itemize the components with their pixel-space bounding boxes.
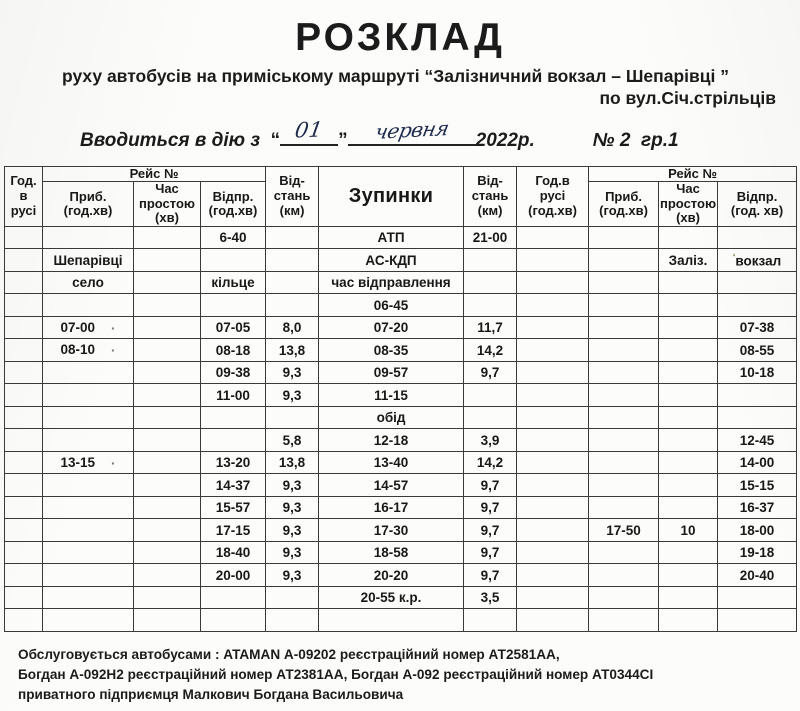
table-row — [5, 496, 797, 519]
table-cell-c2: 08-10 · — [43, 339, 134, 362]
table-cell-c2: село — [43, 271, 134, 294]
table-cell-c3 — [134, 406, 201, 429]
table-cell-c2: 13-15 · — [43, 451, 134, 474]
table-cell-c5: 9,3 — [266, 519, 319, 542]
table-cell-c4: 08-18 — [201, 339, 266, 362]
table-cell-c3 — [134, 451, 201, 474]
table-cell-c5: 9,3 — [266, 384, 319, 407]
table-cell-c7: 3,5 — [464, 586, 517, 609]
table-cell-c9 — [589, 271, 659, 294]
table-cell-c9 — [589, 361, 659, 384]
table-cell-c6: час відправлення — [319, 271, 464, 294]
table-cell-c1 — [5, 294, 43, 317]
table-cell-c9 — [589, 406, 659, 429]
table-cell-c7: 9,7 — [464, 519, 517, 542]
table-cell-c4: 09-38 — [201, 361, 266, 384]
table-cell-c9 — [589, 564, 659, 587]
enactment-day-field — [280, 117, 338, 146]
table-row — [5, 361, 797, 384]
table-cell-c7 — [464, 384, 517, 407]
table-cell-c9 — [589, 316, 659, 339]
scan-dot-mark: · — [111, 455, 116, 471]
table-cell-c8 — [517, 361, 589, 384]
table-cell-c5 — [266, 294, 319, 317]
table-cell-c5: 9,3 — [266, 361, 319, 384]
scan-dot-mark: · — [111, 343, 116, 359]
table-cell-c7: 14,2 — [464, 339, 517, 362]
table-cell-c2 — [43, 294, 134, 317]
table-cell-c10 — [659, 541, 718, 564]
table-cell-c10 — [659, 429, 718, 452]
table-cell-c2 — [43, 541, 134, 564]
table-cell-c7: 9,7 — [464, 496, 517, 519]
table-cell-c2 — [43, 474, 134, 497]
table-cell-c6: АС-КДП — [319, 249, 464, 272]
table-cell-c4 — [201, 609, 266, 632]
th-departure-right: Відпр. (год. хв) — [718, 182, 797, 227]
table-cell-c1 — [5, 316, 43, 339]
table-cell-c11: 08-55 — [718, 339, 797, 362]
table-row — [5, 406, 797, 429]
table-cell-c3 — [134, 564, 201, 587]
table-cell-c10 — [659, 564, 718, 587]
table-cell-c1 — [5, 406, 43, 429]
table-cell-c5: 13,8 — [266, 339, 319, 362]
table-cell-c6: 13-40 — [319, 451, 464, 474]
footer-line-1: Обслуговується автобусами : ATAMAN А-09202 реєстраційний номер АТ2581АА, — [18, 646, 560, 662]
table-cell-c4: кільце — [201, 271, 266, 294]
table-cell-c8 — [517, 249, 589, 272]
table-cell-c6: обід — [319, 406, 464, 429]
th-distance-right: Від- стань (км) — [464, 166, 517, 226]
table-cell-c11: ‘вокзал — [718, 249, 797, 272]
enactment-line — [0, 115, 800, 152]
subtitle-line-1: руху автобусів на приміському маршруті “Залізничний вокзал – Шепарівці ” — [62, 65, 729, 86]
table-cell-c9 — [589, 496, 659, 519]
table-cell-c11: 18-00 — [718, 519, 797, 542]
table-cell-c8 — [517, 451, 589, 474]
table-cell-c5: 9,3 — [266, 564, 319, 587]
table-cell-c1 — [5, 586, 43, 609]
table-cell-c1 — [5, 496, 43, 519]
table-cell-c3 — [134, 294, 201, 317]
th-route-no-left: Рейс № — [43, 166, 266, 182]
table-cell-c5 — [266, 226, 319, 249]
footer-note — [0, 645, 800, 705]
subtitle-line-2: по вул.Січ.стрільців — [599, 88, 776, 109]
table-cell-c7: 9,7 — [464, 474, 517, 497]
table-cell-c11: 19-18 — [718, 541, 797, 564]
table-cell-c6: АТП — [319, 226, 464, 249]
table-cell-c1 — [5, 451, 43, 474]
th-stops: Зупинки — [319, 166, 464, 226]
table-cell-c6: 14-57 — [319, 474, 464, 497]
table-cell-c9 — [589, 541, 659, 564]
table-cell-c4: 20-00 — [201, 564, 266, 587]
table-row — [5, 519, 797, 542]
table-cell-c8 — [517, 586, 589, 609]
table-cell-c8 — [517, 564, 589, 587]
table-cell-c6: 20-55 к.р. — [319, 586, 464, 609]
table-cell-c11: 16-37 — [718, 496, 797, 519]
table-cell-c11 — [718, 609, 797, 632]
table-cell-c11: 12-45 — [718, 429, 797, 452]
table-cell-c3 — [134, 339, 201, 362]
table-cell-c11: 07-38 — [718, 316, 797, 339]
table-cell-c10 — [659, 406, 718, 429]
th-arrival-left: Приб. (год.хв) — [43, 182, 134, 227]
table-cell-c10 — [659, 226, 718, 249]
th-hours-in-motion-left: Год. в русі — [5, 166, 43, 226]
table-row — [5, 249, 797, 272]
table-cell-c9 — [589, 226, 659, 249]
table-cell-c2 — [43, 496, 134, 519]
table-cell-c7 — [464, 249, 517, 272]
table-cell-c1 — [5, 541, 43, 564]
table-cell-c5 — [266, 249, 319, 272]
table-cell-c6: 20-20 — [319, 564, 464, 587]
page-title: РОЗКЛАД — [295, 16, 505, 59]
table-cell-c4 — [201, 294, 266, 317]
table-cell-c11 — [718, 294, 797, 317]
table-cell-c8 — [517, 541, 589, 564]
table-cell-c5 — [266, 586, 319, 609]
table-cell-c8 — [517, 519, 589, 542]
table-row — [5, 384, 797, 407]
table-row — [5, 316, 797, 339]
table-cell-c5: 13,8 — [266, 451, 319, 474]
table-cell-c7: 3,9 — [464, 429, 517, 452]
table-cell-c2 — [43, 429, 134, 452]
table-cell-c8 — [517, 496, 589, 519]
th-departure-left: Відпр. (год.хв) — [201, 182, 266, 227]
table-cell-c7: 14,2 — [464, 451, 517, 474]
table-cell-c1 — [5, 361, 43, 384]
table-row — [5, 609, 797, 632]
table-row — [5, 564, 797, 587]
table-cell-c1 — [5, 226, 43, 249]
th-idle-left: Час простою (хв) — [134, 182, 201, 227]
table-cell-c9 — [589, 249, 659, 272]
document-subtitle — [0, 65, 800, 110]
table-cell-c1 — [5, 564, 43, 587]
table-cell-c8 — [517, 226, 589, 249]
table-cell-c3 — [134, 226, 201, 249]
table-cell-c6: 07-20 — [319, 316, 464, 339]
table-cell-c10 — [659, 316, 718, 339]
table-row — [5, 271, 797, 294]
table-cell-c10 — [659, 451, 718, 474]
table-row — [5, 294, 797, 317]
table-cell-c6: 11-15 — [319, 384, 464, 407]
table-cell-c6 — [319, 609, 464, 632]
th-route-no-right: Рейс № — [589, 166, 797, 182]
table-row — [5, 474, 797, 497]
table-cell-c2 — [43, 361, 134, 384]
table-cell-c9 — [589, 429, 659, 452]
table-cell-c7: 9,7 — [464, 564, 517, 587]
table-cell-c7: 9,7 — [464, 541, 517, 564]
table-cell-c4: 11-00 — [201, 384, 266, 407]
table-cell-c8 — [517, 294, 589, 317]
enactment-month-field — [348, 115, 476, 146]
table-cell-c4: 17-15 — [201, 519, 266, 542]
th-distance-left: Від- стань (км) — [266, 166, 319, 226]
table-cell-c4: 15-57 — [201, 496, 266, 519]
table-cell-c11 — [718, 271, 797, 294]
table-cell-c6: 16-17 — [319, 496, 464, 519]
table-cell-c10 — [659, 271, 718, 294]
table-cell-c4: 13-20 — [201, 451, 266, 474]
table-cell-c11: 10-18 — [718, 361, 797, 384]
table-cell-c6: 09-57 — [319, 361, 464, 384]
table-cell-c1 — [5, 519, 43, 542]
table-cell-c9 — [589, 609, 659, 632]
table-head — [5, 166, 797, 226]
table-cell-c3 — [134, 586, 201, 609]
table-cell-c3 — [134, 429, 201, 452]
table-cell-c11 — [718, 406, 797, 429]
table-cell-c9 — [589, 474, 659, 497]
table-cell-c2 — [43, 406, 134, 429]
enactment-prefix: Вводиться в дію з — [80, 129, 261, 151]
table-cell-c1 — [5, 249, 43, 272]
table-cell-c8 — [517, 316, 589, 339]
th-idle-right: Час простою (хв) — [660, 181, 717, 226]
table-cell-c7: 11,7 — [464, 316, 517, 339]
table-cell-c2 — [43, 586, 134, 609]
table-cell-c3 — [134, 249, 201, 272]
table-cell-c6: 06-45 — [319, 294, 464, 317]
table-cell-c4: 6-40 — [201, 226, 266, 249]
table-cell-c8 — [517, 474, 589, 497]
table-cell-c10 — [659, 361, 718, 384]
table-cell-c10 — [659, 384, 718, 407]
table-cell-c9: 17-50 — [589, 519, 659, 542]
quote-close: ” — [338, 129, 348, 151]
table-cell-c4: 18-40 — [201, 541, 266, 564]
table-cell-c8 — [517, 384, 589, 407]
table-cell-c7: 9,7 — [464, 361, 517, 384]
table-cell-c6: 17-30 — [319, 519, 464, 542]
table-cell-c5: 9,3 — [266, 496, 319, 519]
schedule-table — [4, 166, 797, 632]
table-cell-c4 — [201, 249, 266, 272]
scan-dot-mark: · — [111, 320, 116, 336]
table-cell-c2 — [43, 519, 134, 542]
table-cell-c5: 5,8 — [266, 429, 319, 452]
enactment-year: 2022р. — [475, 129, 535, 151]
table-cell-c3 — [134, 609, 201, 632]
scan-tick-mark: ‘ — [732, 251, 736, 262]
table-body — [5, 226, 797, 631]
table-cell-c3 — [134, 361, 201, 384]
table-cell-c10 — [659, 339, 718, 362]
table-cell-c7: 21-00 — [464, 226, 517, 249]
table-cell-c11: 20-40 — [718, 564, 797, 587]
table-cell-c5: 8,0 — [266, 316, 319, 339]
footer-line-3: приватного підприємця Малкович Богдана Васильовича — [18, 686, 404, 702]
table-cell-c11 — [718, 384, 797, 407]
table-cell-c10 — [659, 586, 718, 609]
table-cell-c4 — [201, 429, 266, 452]
table-cell-c2 — [43, 226, 134, 249]
table-cell-c8 — [517, 339, 589, 362]
table-cell-c7 — [464, 294, 517, 317]
table-cell-c6: 12-18 — [319, 429, 464, 452]
table-cell-c11: 14-00 — [718, 451, 797, 474]
table-cell-c5 — [266, 271, 319, 294]
table-cell-c4: 07-05 — [201, 316, 266, 339]
table-row — [5, 541, 797, 564]
table-cell-c6: 08-35 — [319, 339, 464, 362]
table-cell-c4 — [201, 586, 266, 609]
table-cell-c2 — [43, 609, 134, 632]
table-cell-c1 — [5, 339, 43, 362]
table-cell-c9 — [589, 586, 659, 609]
table-cell-c8 — [517, 609, 589, 632]
table-row — [5, 586, 797, 609]
table-cell-c8 — [517, 271, 589, 294]
table-cell-c10 — [659, 609, 718, 632]
table-cell-c9 — [589, 451, 659, 474]
table-cell-c2: Шепарівці — [43, 249, 134, 272]
enactment-month-handwriting: червня — [372, 115, 451, 144]
table-cell-c5 — [266, 609, 319, 632]
table-cell-c3 — [134, 316, 201, 339]
trip-number: № 2 гр.1 — [592, 129, 679, 151]
table-cell-c9 — [589, 384, 659, 407]
table-cell-c11: 15-15 — [718, 474, 797, 497]
th-hours-in-motion-right: Год.в русі (год.хв) — [517, 166, 589, 226]
table-cell-c1 — [5, 429, 43, 452]
table-cell-c8 — [517, 429, 589, 452]
table-row — [5, 429, 797, 452]
table-cell-c3 — [134, 384, 201, 407]
table-row — [5, 451, 797, 474]
table-row — [5, 226, 797, 249]
table-cell-c3 — [134, 496, 201, 519]
table-cell-c9 — [589, 339, 659, 362]
table-cell-c2 — [43, 384, 134, 407]
table-cell-c3 — [134, 271, 201, 294]
table-row — [5, 339, 797, 362]
header-row-top — [5, 166, 797, 182]
table-cell-c3 — [134, 519, 201, 542]
enactment-day-handwriting: 01 — [293, 117, 325, 143]
table-cell-c1 — [5, 474, 43, 497]
table-cell-c5 — [266, 406, 319, 429]
table-cell-c4 — [201, 406, 266, 429]
table-cell-c6: 18-58 — [319, 541, 464, 564]
table-cell-c9 — [589, 294, 659, 317]
table-cell-c5: 9,3 — [266, 474, 319, 497]
table-cell-c10 — [659, 474, 718, 497]
document-header — [0, 0, 800, 152]
th-arrival-right: Приб. (год.хв) — [589, 182, 659, 227]
table-cell-c5: 9,3 — [266, 541, 319, 564]
table-cell-c1 — [5, 384, 43, 407]
table-cell-c7 — [464, 609, 517, 632]
table-cell-c3 — [134, 474, 201, 497]
table-cell-c2 — [43, 564, 134, 587]
table-cell-c4: 14-37 — [201, 474, 266, 497]
table-cell-c1 — [5, 609, 43, 632]
table-cell-c10: 10 — [659, 519, 718, 542]
table-cell-c7 — [464, 271, 517, 294]
table-cell-c10 — [659, 496, 718, 519]
table-cell-c8 — [517, 406, 589, 429]
table-cell-c3 — [134, 541, 201, 564]
table-cell-c1 — [5, 271, 43, 294]
table-cell-c7 — [464, 406, 517, 429]
table-cell-c11 — [718, 226, 797, 249]
quote-open: “ — [270, 129, 281, 151]
footer-line-2: Богдан А-092Н2 реєстраційний номер АТ2381АА, Богдан А-092 реєстраційний номер АТ0344СІ — [18, 666, 654, 682]
table-cell-c10: Заліз. — [659, 249, 718, 272]
table-cell-c10 — [659, 294, 718, 317]
table-cell-c11 — [718, 586, 797, 609]
table-cell-c2: 07-00 · — [43, 316, 134, 339]
schedule-table-wrapper — [0, 166, 800, 632]
